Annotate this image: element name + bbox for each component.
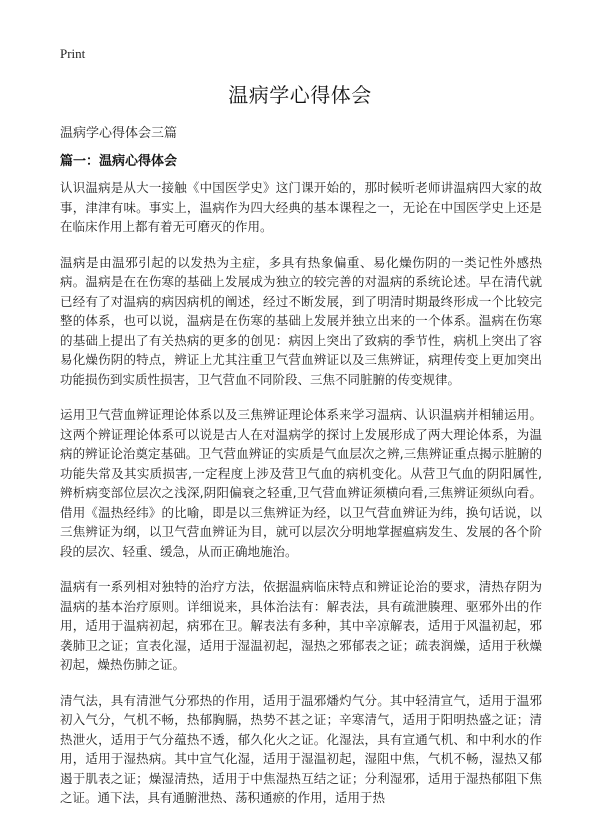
print-label[interactable]: Print [60,46,86,61]
paragraph-intro: 认识温病是从大一接触《中国医学史》这门课开始的，那时候听老师讲温病四大家的故事，津津有味。事实上，温病作为四大经典的基本课程之一，无论在中国医学史上还是在临床作用上都有着无可磨灭的作用。 [60,180,542,234]
paragraph-differentiation: 运用卫气营血辨证理论体系以及三焦辨证理论体系来学习温病、认识温病并相辅运用。这两个辨证理论体系可以说是古人在对温病学的探讨上发展形成了两大理论体系，为温病的辨证论治奠定基础。卫气营血辨证的实质是气血层次之辨,三焦辨证重点揭示脏腑的功能失常及其实质损害,一定程度上涉及营卫气血的病机变化。从营卫气血的阴阳属性,辨析病变部位层次之浅深,阴阳偏衰之轻重,卫气营血辨证须横向看,三焦辨证须纵向看。借用《温热经纬》的比喻，即是以三焦辨证为经，以卫气营血辨证为纬，换句话说，以三焦辨证为纲，以卫气营血辨证为目，就可以层次分明地掌握瘟病发生、发展的各个阶段的层次、轻重、缓急，从而正确地施治。 [60,407,542,559]
paragraph-treatment: 温病有一系列相对独特的治疗方法，依据温病临床特点和辨证论治的要求，清热存阴为温病的基本治疗原则。详细说来，具体治法有：解表法，具有疏泄腠理、驱邪外出的作用，适用于温病初起，病邪在卫。解表法有多种，其中辛凉解表，适用于风温初起，邪袭肺卫之证；宣表化湿，适用于湿温初起，湿热之邪郁表之证；疏表润燥，适用于秋燥初起，燥热伤肺之证。 [60,579,542,672]
paragraph-methods: 清气法，具有清泄气分邪热的作用，适用于温邪燔灼气分。其中轻清宣气，适用于温邪初入气分，气机不畅，热郁胸膈，热势不甚之证；辛寒清气，适用于阳明热盛之证；清热泄火，适用于气分蕴热不透，郁久化火之证。化湿法，具有宣通气机、和中利水的作用，适用于湿热病。其中宣气化湿，适用于湿温初起，湿阻中焦，气机不畅，湿热又郁遏于肌表之证；燥湿清热，适用于中焦湿热互结之证；分利湿邪，适用于湿热郁阻下焦之证。通下法，具有通腑泄热、荡积通瘀的作用，适用于热 [60,692,542,805]
document-body [60,178,542,824]
document-subtitle: 温病学心得体会三篇 [60,126,178,141]
document-title: 温病学心得体会 [228,83,372,107]
paragraph-definition: 温病是由温邪引起的以发热为主症，多具有热象偏重、易化燥伤阴的一类记性外感热病。温病是在在伤寒的基础上发展成为独立的较完善的对温病的系统论述。早在清代就已经有了对温病的病因病机的阐述，经过不断发展，到了明清时期最终形成一个比较完整的体系，也可以说，温病是在伤寒的基础上发展并独立出来的一个体系。温病在伤寒的基础上提出了有关热病的更多的创见：病因上突出了致病的季节性，病机上突出了容易化燥伤阴的特点，辨证上尤其注重卫气营血辨证以及三焦辨证，病理传变上更加突出功能损伤到实质性损害，卫气营血不同阶段、三焦不同脏腑的传变规律。 [60,254,542,387]
section-heading: 篇一：温病心得体会 [60,154,178,169]
